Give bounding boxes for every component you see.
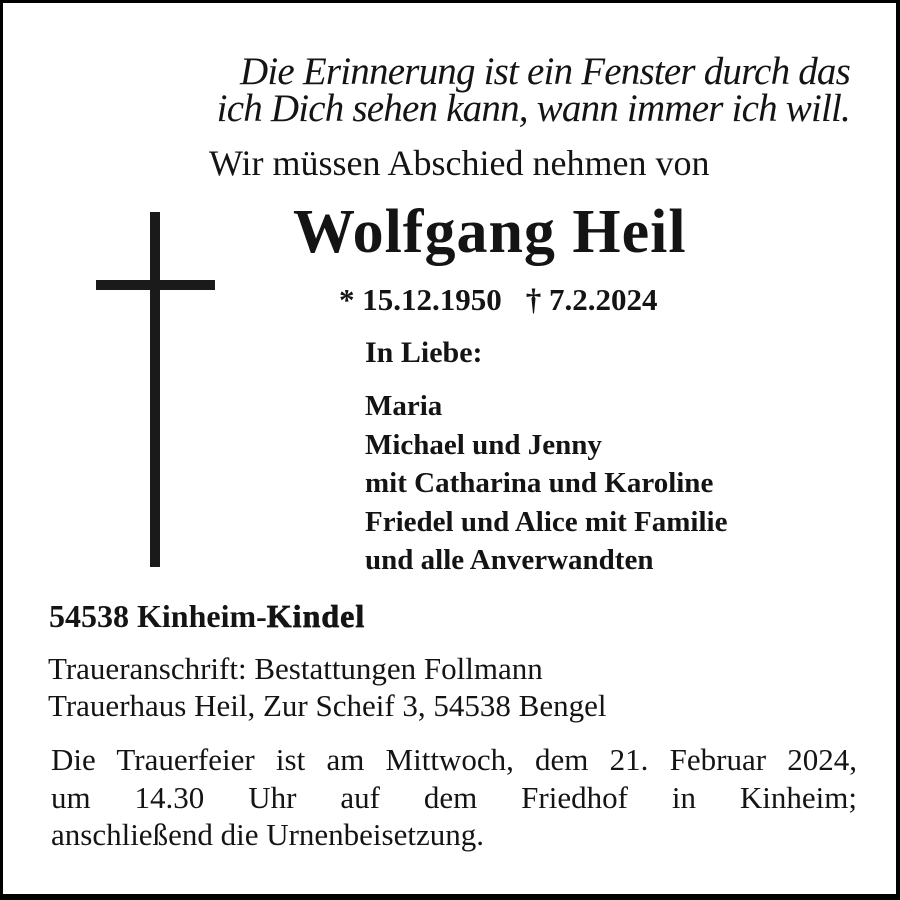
- deceased-name: Wolfgang Heil: [293, 198, 687, 266]
- death-date: † 7.2.2024: [525, 282, 658, 317]
- epigraph-line-1: Die Erinnerung ist ein Fenster durch das: [240, 50, 850, 93]
- mourner-line: Friedel und Alice mit Familie: [365, 505, 728, 538]
- funeral-line-2: um 14.30 Uhr auf dem Friedhof in Kinheim;: [51, 779, 857, 815]
- mourner-line: und alle Anverwandten: [365, 544, 654, 577]
- cross-vertical-bar: [150, 212, 160, 567]
- funeral-line-3: anschließend die Urnenbeisetzung.: [51, 817, 484, 853]
- epigraph: [216, 50, 850, 130]
- district-name: Kindel: [266, 598, 366, 634]
- funeral-details: [51, 741, 857, 854]
- postal-city: 54538 Kinheim-: [49, 598, 267, 634]
- birth-date: * 15.12.1950: [339, 282, 502, 317]
- location-line: [49, 599, 365, 633]
- mourner-line: Michael und Jenny: [365, 428, 602, 461]
- life-dates: [339, 283, 658, 316]
- condolence-line-2: Trauerhaus Heil, Zur Scheif 3, 54538 Bengel: [48, 687, 607, 723]
- epigraph-line-2: ich Dich sehen kann, wann immer ich will.: [216, 87, 850, 130]
- cross-horizontal-bar: [96, 280, 215, 290]
- intro-line: Wir müssen Abschied nehmen von: [209, 143, 710, 183]
- mourners-list: [365, 387, 727, 580]
- salutation: In Liebe:: [365, 336, 483, 369]
- condolence-line-1: Traueranschrift: Bestattungen Follmann: [48, 651, 543, 686]
- mourner-line: Maria: [365, 390, 443, 422]
- condolence-address: [48, 651, 606, 724]
- funeral-line-1: Die Trauerfeier ist am Mittwoch, dem 21. Februar 2024,: [51, 742, 857, 777]
- mourner-line: mit Catharina und Karoline: [365, 467, 714, 500]
